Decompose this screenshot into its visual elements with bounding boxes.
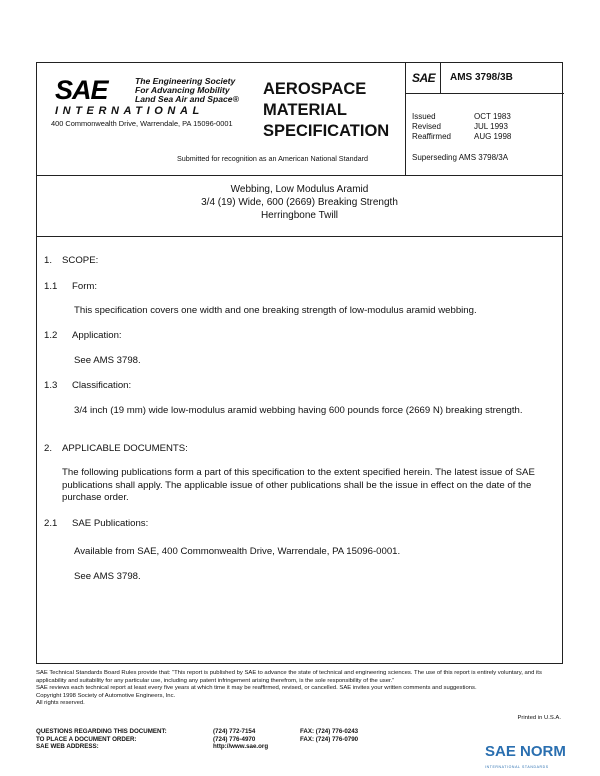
international-text: INTERNATIONAL (55, 105, 204, 117)
ams-number-box (406, 63, 564, 94)
section-2-text: The following publications form a part of this specification to the extent specified herein. The latest issue of SAE publications shall apply. The applicable issue of other publications shall be the issue in effect on the date of the purchase order. (62, 467, 535, 503)
section-1-1-number: 1.1 (44, 281, 58, 292)
society-tagline: The Engineering Society For Advancing Mobility Land Sea Air and Space® (135, 76, 239, 105)
section-1-3-text: 3/4 inch (19 mm) wide low-modulus aramid webbing having 600 pounds force (2669 N) breaking strength. (74, 405, 523, 416)
revised-date: JUL 1993 (474, 122, 508, 131)
ams-number: AMS 3798/3B (450, 72, 513, 83)
footer-notes (36, 670, 563, 721)
contact-labels: QUESTIONS REGARDING THIS DOCUMENT: TO PLACE A DOCUMENT ORDER: SAE WEB ADDRESS: (36, 728, 167, 751)
section-1-3-number: 1.3 (44, 380, 58, 391)
document-title: Webbing, Low Modulus Aramid 3/4 (19) Wide, 600 (2669) Breaking Strength Herringbone Twill (201, 184, 398, 221)
footer-printed: Printed in U.S.A. (517, 715, 561, 721)
contact-phones: (724) 772-7154 (724) 776-4970 http://www.sae.org (213, 728, 269, 751)
sae-web-link[interactable]: http://www.sae.org (213, 743, 269, 751)
reaffirmed-date: AUG 1998 (474, 132, 512, 141)
issued-date: OCT 1983 (474, 112, 511, 121)
sae-norm-watermark (485, 741, 595, 771)
footer-review: SAE reviews each technical report at least every five years at which time it may be reaffirmed, revised, or cancelled. SAE invites your written comments and suggestions. (36, 685, 477, 692)
section-2-1-text: Available from SAE, 400 Commonwealth Drive, Warrendale, PA 15096-0001. (74, 546, 401, 557)
footer-rights: All rights reserved. (36, 700, 85, 707)
section-1-2-text: See AMS 3798. (74, 355, 141, 366)
watermark-subtext: INTERNATIONAL STANDARDS (485, 765, 549, 769)
issue-dates (412, 112, 511, 142)
sae-small-logo: SAE (412, 71, 436, 85)
footer-copyright: Copyright 1998 Society of Automotive Engineers, Inc. (36, 692, 176, 699)
section-2-title: APPLICABLE DOCUMENTS: (62, 443, 188, 454)
section-1-1-title: Form: (72, 281, 98, 292)
section-1-2-title: Application: (72, 330, 122, 341)
section-1-number: 1. (44, 255, 53, 266)
sae-logo-text: SAE (55, 75, 108, 105)
watermark-text: SAE NORM (485, 743, 566, 760)
section-1-3-title: Classification: (72, 380, 132, 391)
ans-submission-note: Submitted for recognition as an American National Standard (177, 154, 368, 163)
reaffirmed-label: Reaffirmed (412, 132, 451, 141)
section-1-title: SCOPE: (62, 255, 99, 266)
sae-address: 400 Commonwealth Drive, Warrendale, PA 15096-0001 (51, 119, 233, 128)
section-2-1-title: SAE Publications: (72, 518, 149, 529)
footer-policy: SAE Technical Standards Board Rules provide that: “This report is published by SAE to advance the state of technical and engineering sciences. The use of this report is entirely voluntary, and its applicability and suitability for any particular use, including any patent infringement arising therefrom, is the sole responsibility of the user.” (36, 670, 542, 684)
contact-faxes: FAX: (724) 776-0243 FAX: (724) 776-0790 (300, 728, 359, 743)
revised-label: Revised (412, 122, 441, 131)
ams-box-divider (440, 63, 441, 93)
issued-label: Issued (412, 112, 436, 121)
section-1-1-text: This specification covers one width and one breaking strength of low-modulus aramid webbing. (74, 305, 477, 316)
section-1-2-number: 1.2 (44, 330, 58, 341)
sae-international-logo (55, 75, 260, 117)
section-2-number: 2. (44, 443, 53, 454)
doc-type-title: AEROSPACE MATERIAL SPECIFICATION (263, 80, 390, 140)
section-2-1-number: 2.1 (44, 518, 58, 529)
title-divider (36, 236, 563, 237)
superseding-note: Superseding AMS 3798/3A (412, 153, 509, 162)
section-2-1-see: See AMS 3798. (74, 571, 141, 582)
